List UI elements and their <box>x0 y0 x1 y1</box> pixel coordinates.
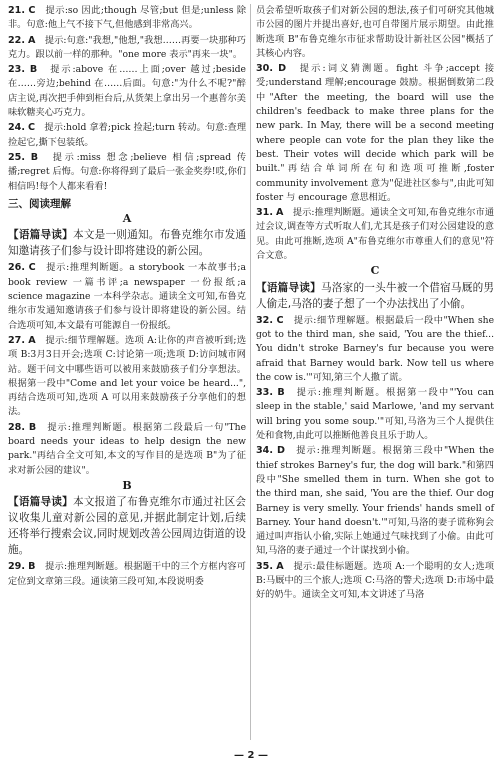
guide-label: 【语篇导读】 <box>8 496 73 509</box>
explanation-text: 提示:推理判断题。根据第二段最后一句"The board needs your ideas to help design the new park."再结合全文可知,本文的写作目的是选项 B"为了征求对新公园的建议"。 <box>8 421 247 476</box>
question-number: 29. <box>8 561 25 573</box>
explanation-text: 提示:推理判断题。根据第一段中"'You can sleep in the stable,' said Marlowe, 'and my servant will bring you some soup.'"可知,马洛为三个人提供住处和食物,由此可以推断他善良且乐于助人。 <box>256 387 495 442</box>
answer-letter: A <box>276 207 284 219</box>
answer-letter: B <box>28 421 37 433</box>
answer-letter: C <box>276 314 284 326</box>
explanation-text: 提示:推理判断题。根据题干中的三个方框内容可定位到文章第三段。通读第三段可知,本段说明委 <box>8 561 246 587</box>
answer-letter: A <box>28 34 36 46</box>
column-divider <box>250 4 251 740</box>
answer-item-34 <box>256 444 494 558</box>
question-number: 26. <box>8 262 25 274</box>
answer-item-29 <box>8 560 246 589</box>
explanation-text: 提示:推理判断题。根据第三段中"When the thief strokes Barney's fur, the dog will bark."和第四段中"She smelled them in turn. When she got to the third man, she said, 'You are the thief. Our dog Barney is very smelly. Your friends' hands smell of Barney. Your hand doesn't.'"可知,马洛的妻子谎称狗会通过叫声指认小偷,实际上她通过气味找到了小偷。由此可知,马洛的妻子通过一个计谋找到小偷。 <box>256 445 495 557</box>
question-number: 24. <box>8 122 25 134</box>
guide-label: 【语篇导读】 <box>256 281 321 294</box>
passage-guide-b <box>8 494 246 558</box>
answer-item-30 <box>256 62 494 205</box>
explanation-text: 提示:miss 想念;believe 相信;spread 传播;regret 后悔。句意:你将得到了最后一张金奖券!哎,你们相信吗!每个人都来看看! <box>8 151 247 192</box>
part-heading-c: C <box>370 264 380 278</box>
answer-item-24 <box>8 121 246 150</box>
explanation-text: 提示:细节理解题。选项 A:让你的声音被听到;选项 B:3月3日开会;选项 C:讨论第一项;选项 D:访问城市网站。题干问文中哪些语可以被用来鼓励孩子们分享想法。根据第一段中"Come and let your voice be heard...",再结合选项可知,选项 A 可以用来鼓励孩子分享他们的想法。 <box>8 334 247 418</box>
section-heading: 三、阅读理解 <box>8 197 71 210</box>
question-number: 27. <box>8 334 25 346</box>
passage-guide-a <box>8 227 246 259</box>
answer-item-26 <box>8 261 246 332</box>
passage-guide-c <box>256 280 494 312</box>
answer-item-28 <box>8 421 246 478</box>
part-heading-b: B <box>122 478 132 492</box>
answer-item-33 <box>256 386 494 443</box>
question-number: 23. <box>8 64 25 76</box>
answer-letter: B <box>30 151 38 163</box>
right-column <box>256 4 494 604</box>
question-number: 32. <box>256 314 273 326</box>
answer-item-27 <box>8 334 246 420</box>
explanation-text: 提示:词义猜测题。fight 斗争;accept 接受;understand 理解;encourage 鼓励。根据倒数第二段中"After the meeting, the board will use the children's feedback to make three plans for the new park. In May, there will be a second meeting where people can vote for the plan they like the best. Their votes will decide which park will be built."再结合单词所在句和选项可推断,foster community involvement 意为"促进社区参与",由此可知 foster 与 encourage 意思相近。 <box>256 63 495 203</box>
answer-item-35 <box>256 560 494 603</box>
answer-letter: B <box>277 387 285 399</box>
continued-text: 员会希望听取孩子们对新公园的想法,孩子们可研究其他城市公园的图片并提出喜好,也可自带图片展示期望。由此推断选项 B"布鲁克维尔市征求帮助设计新社区公园"概括了其核心内容。 <box>256 5 494 59</box>
explanation-text: 提示:推理判断题。a storybook 一本故事书;a book review 一篇书评;a newspaper 一份报纸;a science magazine 一本科学杂志。通读全文可知,布鲁克维尔市发通知邀请孩子们参与设计即将建设的新公园。结合选项可知,本文最有可能源自一份报纸。 <box>8 262 246 331</box>
answer-item-31 <box>256 206 494 263</box>
answer-letter: A <box>28 334 36 346</box>
guide-label: 【语篇导读】 <box>8 229 73 242</box>
guide-text: 马洛家的一头牛被一个借宿马厩的男人偷走,马洛的妻子想了一个办法找出了小偷。 <box>256 281 495 310</box>
left-column <box>8 4 246 590</box>
answer-letter: A <box>276 560 284 572</box>
answer-letter: C <box>28 5 36 16</box>
question-number: 22. <box>8 34 25 46</box>
answer-letter: C <box>28 262 36 274</box>
explanation-text: 提示:above 在……上面;over 越过;beside 在……旁边;behind 在……后面。句意:"为什么不呢?"醉店主说,再次把手伸到柜台后,从货架上拿出另一个惠普尔美味软糖夹心巧克力。 <box>8 64 246 119</box>
page-number: — 2 — <box>234 750 268 761</box>
explanation-text: 提示:推理判断题。通读全文可知,布鲁克维尔市通过会议,调查等方式听取人们,尤其是孩子们对公园建设的意见。由此可推断,选项 A"布鲁克维尔市尊重人们的意见"符合文意。 <box>256 207 495 262</box>
answer-letter: C <box>28 122 36 134</box>
question-number: 28. <box>8 421 25 433</box>
answer-letter: D <box>278 63 287 75</box>
explanation-text: 提示:so 因此;though 尽管;but 但是;unless 除非。句意:他上气不接下气,但他感到非常高兴。 <box>8 5 247 31</box>
answer-item-25 <box>8 151 246 194</box>
explanation-text: 提示:细节理解题。根据最后一段中"When she got to the third man, she said, 'You are the thief... You didn't stroke Barney's fur because you were afraid that Barney would bark. Now tell us where the cow is.'"可知,第三个人撒了谎。 <box>256 314 495 383</box>
part-heading-a: A <box>122 212 132 226</box>
answer-letter: D <box>277 445 285 457</box>
question-number: 34. <box>256 445 273 457</box>
explanation-text: 提示:最佳标题题。选项 A:一个聪明的女人;选项 B:马厩中的三个旅人;选项 C:马洛的警犬;选项 D:市场中最好的奶牛。通读全文可知,本文讲述了马洛 <box>256 560 495 601</box>
answer-item-22 <box>8 34 246 63</box>
explanation-text: 提示:hold 拿着;pick 捡起;turn 转动。句意:查理捡起它,撕下包装纸。 <box>8 122 247 148</box>
answer-item-23 <box>8 63 246 120</box>
answer-letter: B <box>29 64 38 76</box>
question-number: 25. <box>8 151 25 163</box>
answer-item-21 <box>8 4 246 33</box>
question-number: 21. <box>8 5 25 16</box>
guide-text: 本文报道了布鲁克维尔市通过社区会议收集儿童对新公园的意见,并据此制定计划,后续还将举行搜索会议,同时规划改善公园周边街道的设施。 <box>8 496 247 557</box>
answer-letter: B <box>28 561 36 573</box>
explanation-text: 提示:句意:"我想,"他想,"我想……再要一块那种巧克力。跟以前一样的那种。"one more 表示"再来一块"。 <box>8 34 246 60</box>
question-number: 33. <box>256 387 273 399</box>
question-number: 30. <box>256 63 273 75</box>
question-number: 35. <box>256 560 273 572</box>
answer-item-32 <box>256 314 494 385</box>
question-number: 31. <box>256 207 273 219</box>
guide-text: 本文是一则通知。布鲁克维尔市发通知邀请孩子们参与设计即将建设的新公园。 <box>8 229 247 258</box>
